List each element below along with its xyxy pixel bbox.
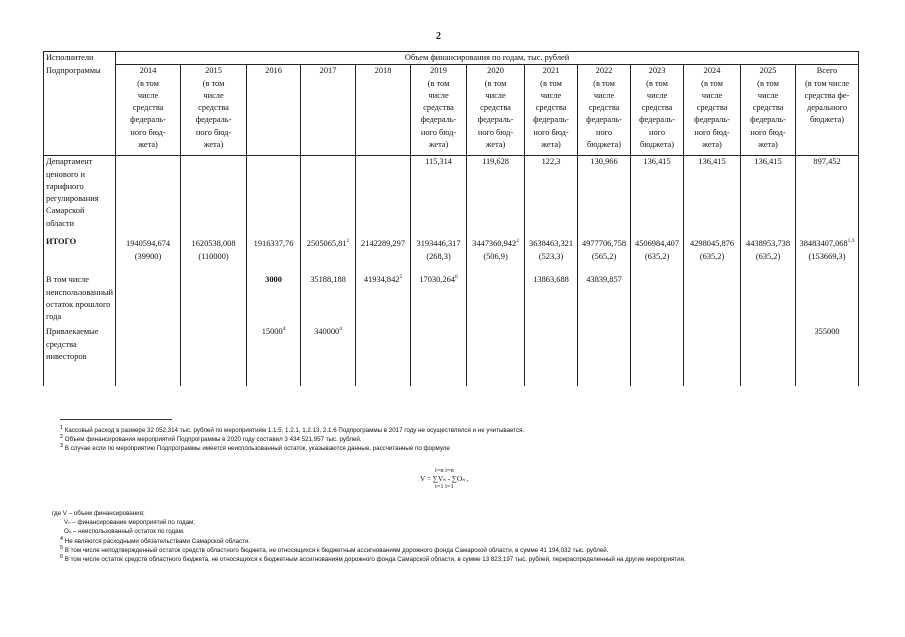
footnote: [60, 444, 524, 453]
year-note: (в том числе средства федераль- ного бюд- жета): [420, 78, 457, 150]
table-cell: [578, 236, 631, 274]
cell-value: 4438953,738 (635,2): [746, 239, 791, 261]
year-label: 2017: [319, 66, 337, 76]
subprogram-header: Подпрограммы: [44, 65, 116, 156]
year-label: 2020: [487, 66, 504, 76]
footnotes: [60, 426, 524, 453]
table-cell: [684, 156, 741, 237]
table-cell: [467, 236, 525, 274]
cell-value: 2505065,81$^1$: [306, 238, 350, 249]
definition-line: Vₙ – финансирование мероприятий по годам;: [64, 519, 196, 527]
table-cell: [247, 156, 301, 237]
footnote: [52, 546, 686, 555]
year-label: 2022: [595, 66, 613, 76]
year-header-2024: [684, 65, 741, 156]
table-cell: [631, 236, 684, 274]
table-cell: [741, 274, 796, 326]
footnote: [52, 555, 686, 564]
year-label: 2016: [265, 66, 282, 76]
cell-value: 3193446,317 (268,3): [416, 239, 461, 261]
cell-value: 1620538,008 (110000): [191, 239, 236, 261]
year-label: 2019: [430, 66, 447, 76]
table-cell: [741, 156, 796, 237]
year-label: 2021: [542, 66, 560, 76]
table-cell: [247, 236, 301, 274]
table-row: [44, 326, 859, 386]
footnote-number: 1: [60, 424, 64, 431]
performers-header: Исполнители: [44, 52, 116, 65]
table-row: [44, 156, 859, 237]
table-cell: [181, 326, 247, 386]
footnote-ref: 2: [516, 238, 519, 245]
footnote: [52, 537, 686, 546]
table-cell: [356, 156, 411, 237]
cell-value: 3000: [265, 275, 282, 285]
table-cell: [578, 156, 631, 237]
year-label: Всего: [816, 66, 838, 76]
cell-value: 38483407,068$^{1,3}$ (153669,3): [799, 238, 855, 261]
year-header-2017: [301, 65, 356, 156]
year-header-2019: [411, 65, 467, 156]
cell-value: 136,415: [643, 157, 671, 167]
row-label: ИТОГО: [44, 236, 116, 274]
footnote-ref: 4: [282, 326, 286, 333]
year-label: 2014: [139, 66, 157, 76]
footnote-number: 4: [60, 535, 64, 542]
cell-value: 1940594,674 (39900): [126, 239, 171, 261]
footnote: [60, 435, 524, 444]
footnote-number: 6: [60, 553, 64, 560]
footnote-ref: 5: [399, 274, 403, 281]
table-cell: [467, 326, 525, 386]
table-cell: [631, 156, 684, 237]
footnote-ref: 1,3: [847, 238, 855, 245]
footnote-separator: [60, 419, 172, 420]
table-cell: [356, 236, 411, 274]
table-cell: [247, 274, 301, 326]
table-cell: [631, 274, 684, 326]
footnote-text: В том числе неподтвержденный остаток средств областного бюджета, не относящихся к бюджетным ассигнованиям дорожного фонда Самарской области, в сумме 41 194,032 тыс. рублей.: [63, 546, 609, 554]
row-label: Департамент ценового и тарифного регулирования Самарской области: [44, 156, 116, 237]
table-cell: [411, 236, 467, 274]
table-cell: [411, 326, 467, 386]
footnote-number: 2: [60, 433, 64, 440]
formula-top: i=n i=n: [434, 467, 454, 474]
year-header-2025: [741, 65, 796, 156]
table-cell: [796, 274, 859, 326]
table-cell: [525, 326, 578, 386]
table-row: [44, 274, 859, 326]
table-cell: [684, 236, 741, 274]
funding-header: Объем финансирования по годам, тыс. рублей: [116, 52, 859, 65]
year-header-Всего: [796, 65, 859, 156]
year-note: (в том числе средства федераль- ного бюд- жета): [750, 78, 786, 150]
year-note: (в том числе средства федераль- ного бюд- жета): [195, 78, 232, 150]
table-cell: [411, 274, 467, 326]
footnote-text: В случае если по мероприятию Подпрограммы имеется неиспользованный остаток, указываются данные, рассчитанные по формуле: [63, 445, 450, 452]
formula-main: V = ∑Vₙ - ∑Oₙ ,: [420, 475, 469, 483]
table-cell: [116, 236, 181, 274]
cell-value: 17030,264$^6$: [419, 274, 458, 285]
footnote-ref: 1: [346, 238, 350, 245]
formula-bottom: i=1 i=1: [434, 483, 454, 490]
year-note: (в том числе средства федераль- ного бюджета): [639, 78, 675, 150]
table-cell: [631, 326, 684, 386]
cell-value: 340000$^4$: [314, 326, 342, 337]
cell-value: 35188,188: [310, 275, 346, 285]
definition-line: где V – объем финансирования;: [52, 510, 145, 517]
table-cell: [525, 236, 578, 274]
table-cell: [796, 156, 859, 237]
cell-value: 115,314: [425, 157, 452, 167]
cell-value: 136,415: [698, 157, 726, 167]
table-cell: [684, 326, 741, 386]
table-cell: [467, 274, 525, 326]
year-label: 2023: [648, 66, 666, 76]
cell-value: 122,3: [541, 157, 561, 167]
cell-value: 355000: [814, 327, 840, 337]
cell-value: 43839,857: [586, 275, 622, 285]
year-label: 2015: [205, 66, 222, 76]
year-header-2014: [116, 65, 181, 156]
funding-table: [43, 51, 859, 386]
table-cell: [467, 156, 525, 237]
table-row: [44, 236, 859, 274]
year-label: 2018: [374, 66, 392, 76]
cell-value: 136,415: [754, 157, 782, 167]
footnote-number: 3: [60, 442, 64, 449]
cell-value: 4977706,758 (565,2): [582, 239, 627, 261]
year-header-2018: [356, 65, 411, 156]
cell-value: 2142289,297: [361, 239, 406, 249]
table-cell: [247, 326, 301, 386]
table-cell: [578, 274, 631, 326]
header-row-1: [44, 52, 859, 65]
year-header-2022: [578, 65, 631, 156]
table-cell: [181, 156, 247, 237]
table-cell: [525, 274, 578, 326]
cell-value: 41934,842$^5$: [363, 274, 403, 285]
year-label: 2025: [759, 66, 777, 76]
footnote-text: Не являются расходными обязательствами Самарской области.: [63, 537, 251, 545]
table-cell: [301, 156, 356, 237]
table-cell: [796, 326, 859, 386]
year-header-2016: [247, 65, 301, 156]
table-cell: [684, 274, 741, 326]
footnote-text: Объем финансирования мероприятий Подпрограммы в 2020 году составил 3 434 521,957 тыс. рублей.: [63, 436, 362, 443]
table-cell: [116, 274, 181, 326]
table-cell: [116, 326, 181, 386]
year-note: (в том числе средства федераль- ного бюд- жета): [694, 78, 730, 150]
year-note: (в том числе средства фе- дерального бюджета): [804, 78, 850, 125]
year-note: (в том числе средства федераль- ного бюд- жета): [130, 78, 166, 150]
cell-value: 3638463,321 (523,3): [529, 239, 574, 261]
year-label: 2024: [703, 66, 721, 76]
table-cell: [301, 326, 356, 386]
year-note: (в том числе средства федераль- ного бюджета): [586, 78, 622, 150]
cell-value: 15000$^4$: [261, 326, 286, 337]
cell-value: 119,628: [482, 157, 509, 167]
formula: [420, 467, 469, 491]
footnote-ref: 4: [339, 326, 342, 333]
table-cell: [301, 236, 356, 274]
definitions: [52, 509, 686, 564]
year-note: (в том числе средства федераль- ного бюд- жета): [533, 78, 569, 150]
year-header-2015: [181, 65, 247, 156]
footnote-text: В том числе остаток средств областного бюджета, не относящихся к бюджетным ассигнованиям дорожного фонда Самарской области, в сумме 13 823,197 тыс. рублей, перераспределенный на другие мероприятия.: [63, 556, 686, 564]
cell-value: 3447360,942$^2$ (506,9): [472, 238, 519, 261]
year-header-2021: [525, 65, 578, 156]
footnote-text: Кассовый расход в размере 32 052,314 тыс. рублей по мероприятиям 1.1.5, 1.2.1, 1.2.13, 2.1.6 Подпрограммы в 2017 году не осуществлялся и не учитывается.: [63, 427, 525, 434]
cell-value: 130,966: [590, 157, 618, 167]
table-cell: [356, 274, 411, 326]
footnote-ref: 6: [454, 274, 458, 281]
table-cell: [525, 156, 578, 237]
cell-value: 4298045,876 (635,2): [690, 239, 735, 261]
year-header-2020: [467, 65, 525, 156]
page-number: 2: [436, 31, 441, 42]
cell-value: 4506984,407 (635,2): [635, 239, 680, 261]
table-cell: [796, 236, 859, 274]
table-cell: [116, 156, 181, 237]
row-label: В том числе неиспользованный остаток прошлого года: [44, 274, 116, 326]
header-row-2: [44, 65, 859, 156]
table-cell: [356, 326, 411, 386]
table-cell: [411, 156, 467, 237]
year-header-2023: [631, 65, 684, 156]
table-cell: [578, 326, 631, 386]
table-cell: [741, 236, 796, 274]
table-cell: [301, 274, 356, 326]
cell-value: 13863,688: [533, 275, 569, 285]
table-cell: [181, 274, 247, 326]
footnote-number: 5: [60, 544, 64, 551]
table-cell: [741, 326, 796, 386]
definition-line: Oₙ – неиспользованный остаток по годам.: [64, 528, 185, 536]
table-cell: [181, 236, 247, 274]
cell-value: 1916337,76: [253, 239, 294, 249]
footnote: [60, 426, 524, 435]
year-note: (в том числе средства федераль- ного бюд- жета): [477, 78, 514, 150]
cell-value: 897,452: [813, 157, 841, 167]
row-label: Привлекаемые средства инвесторов: [44, 326, 116, 386]
